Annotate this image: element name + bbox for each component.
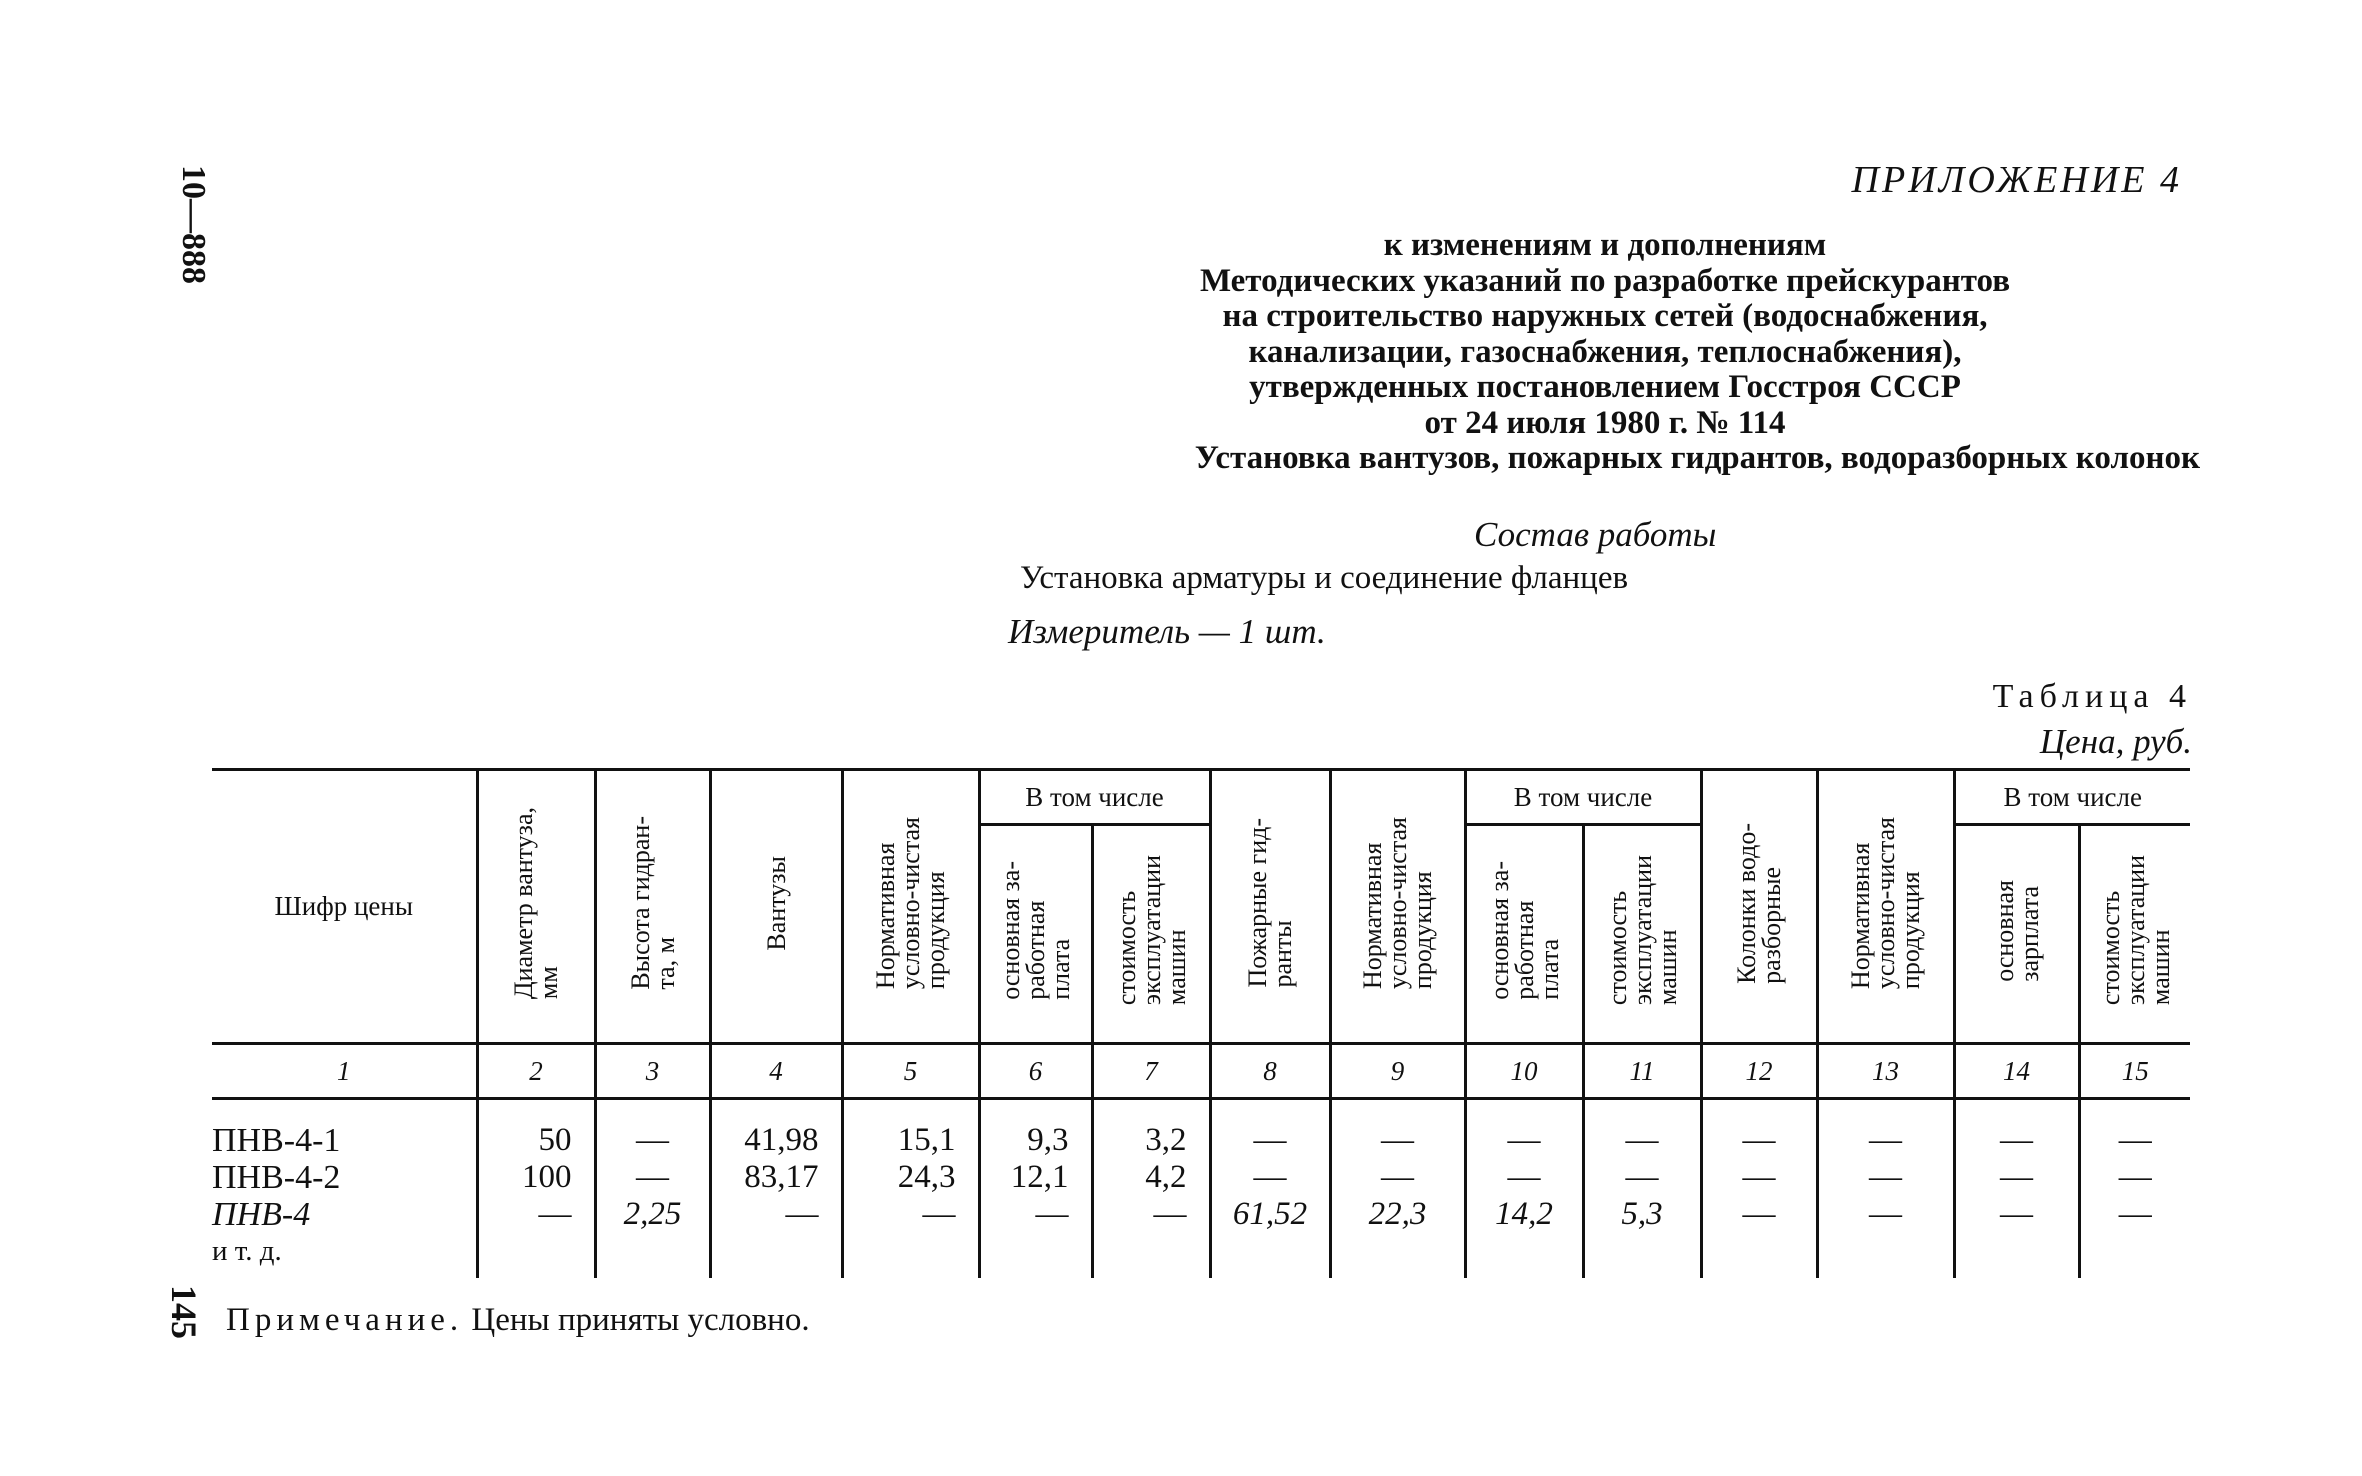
note-label: Примечание. (226, 1302, 464, 1338)
value-cell (595, 1233, 710, 1278)
column-number: 14 (1954, 1044, 2079, 1099)
currency-label: Цена, руб. (2039, 722, 2192, 761)
header-wage-1: основная за- работная плата (979, 825, 1092, 1044)
heading-line: канализации, газоснабжения, теплоснабжения), (1248, 333, 1962, 370)
value-cell: — (842, 1196, 979, 1233)
value-cell: — (979, 1196, 1092, 1233)
value-cell: 83,17 (710, 1159, 842, 1196)
table-row (212, 1196, 2190, 1233)
header-group-3: В том числе (1954, 771, 2190, 825)
value-cell: — (1583, 1099, 1701, 1160)
value-cell: 3,2 (1092, 1099, 1210, 1160)
table-row (212, 1159, 2190, 1196)
value-cell: — (710, 1196, 842, 1233)
value-cell (1817, 1233, 1954, 1278)
value-cell (477, 1233, 595, 1278)
value-cell: — (1701, 1159, 1817, 1196)
side-document-code: 10—888 (175, 165, 212, 284)
column-number: 2 (477, 1044, 595, 1099)
column-number: 9 (1330, 1044, 1465, 1099)
price-code-cell: ПНВ-4 (212, 1196, 311, 1233)
value-cell: 61,52 (1210, 1196, 1330, 1233)
price-table (212, 768, 2190, 1278)
heading-line: утвержденных постановлением Госстроя СССР (1249, 369, 1961, 405)
value-cell: — (1701, 1196, 1817, 1233)
value-cell: 5,3 (1583, 1196, 1701, 1233)
value-cell: — (477, 1196, 595, 1233)
column-number: 6 (979, 1044, 1092, 1099)
value-cell (1701, 1233, 1817, 1278)
value-cell: — (1092, 1196, 1210, 1233)
value-cell (1954, 1233, 2079, 1278)
column-number: 13 (1817, 1044, 1954, 1099)
value-cell: — (2079, 1159, 2190, 1196)
value-cell: — (1701, 1099, 1817, 1160)
value-cell: — (1330, 1159, 1465, 1196)
heading-line: на строительство наружных сетей (водоснабжения, (1222, 298, 1988, 334)
value-cell: — (1210, 1159, 1330, 1196)
column-number: 3 (595, 1044, 710, 1099)
table-row (212, 1233, 2190, 1278)
header-diameter: Диаметр вантуза, мм (477, 771, 595, 1044)
value-cell (1330, 1233, 1465, 1278)
header-wage-3: основная зарплата (1954, 825, 2079, 1044)
value-cell: 4,2 (1092, 1159, 1210, 1196)
header-machines-2: стоимость эксплуатации машин (1583, 825, 1701, 1044)
composition-title: Состав работы (1474, 515, 1717, 554)
value-cell: — (1817, 1099, 1954, 1160)
note-text: Цены приняты условно. (463, 1302, 810, 1338)
column-number: 15 (2079, 1044, 2190, 1099)
column-number: 8 (1210, 1044, 1330, 1099)
header-group-2: В том числе (1465, 771, 1701, 825)
heading-title: Установка вантузов, пожарных гидрантов, водоразборных колонок (1194, 440, 2200, 476)
value-cell (1583, 1233, 1701, 1278)
header-group-1: В том числе (979, 771, 1210, 825)
heading-line: к изменениям и дополнениям (1383, 227, 1827, 263)
header-normative-product-2: Нормативная условно-чистая продукция (1330, 771, 1465, 1044)
value-cell: — (1465, 1159, 1583, 1196)
page-number: 145 (164, 1285, 204, 1339)
value-cell (842, 1233, 979, 1278)
price-code-cell: ПНВ-4-1 (212, 1122, 341, 1159)
value-cell: — (2079, 1099, 2190, 1160)
header-hydrants: Пожарные гид- ранты (1210, 771, 1330, 1044)
value-cell: 24,3 (842, 1159, 979, 1196)
value-cell: 12,1 (979, 1159, 1092, 1196)
value-cell: — (1817, 1159, 1954, 1196)
heading-line: Методических указаний по разработке прейскурантов (1199, 262, 2011, 299)
value-cell (1092, 1233, 1210, 1278)
price-code-cell: ПНВ-4-2 (212, 1159, 341, 1196)
column-number: 10 (1465, 1044, 1583, 1099)
column-number: 12 (1701, 1044, 1817, 1099)
header-machines-3: стоимость эксплуатации машин (2079, 825, 2190, 1044)
value-cell: — (1954, 1159, 2079, 1196)
value-cell (2079, 1233, 2190, 1278)
value-cell: — (595, 1159, 710, 1196)
header-vantuz: Вантузы (710, 771, 842, 1044)
header-normative-product-1: Нормативная условно-чистая продукция (842, 771, 979, 1044)
column-number: 7 (1092, 1044, 1210, 1099)
value-cell: — (2079, 1196, 2190, 1233)
value-cell: — (1583, 1159, 1701, 1196)
appendix-label: ПРИЛОЖЕНИЕ 4 (1851, 159, 2182, 201)
value-cell: 41,98 (710, 1099, 842, 1160)
header-columns: Колонки водо- разборные (1701, 771, 1817, 1044)
header-code: Шифр цены (212, 771, 477, 1044)
value-cell: — (595, 1099, 710, 1160)
value-cell: 14,2 (1465, 1196, 1583, 1233)
header-machines-1: стоимость эксплуатации машин (1092, 825, 1210, 1044)
column-number: 5 (842, 1044, 979, 1099)
value-cell (1465, 1233, 1583, 1278)
table-number: Таблица 4 (1992, 678, 2192, 715)
work-description: Установка арматуры и соединение фланцев (1020, 560, 1629, 596)
value-cell (979, 1233, 1092, 1278)
table-row (212, 1099, 2190, 1160)
value-cell (710, 1233, 842, 1278)
value-cell: — (1210, 1099, 1330, 1160)
value-cell (1210, 1233, 1330, 1278)
value-cell: 100 (477, 1159, 595, 1196)
value-cell: — (1330, 1099, 1465, 1160)
value-cell: — (1817, 1196, 1954, 1233)
value-cell: — (1465, 1099, 1583, 1160)
value-cell: — (1954, 1099, 2079, 1160)
value-cell: — (1954, 1196, 2079, 1233)
value-cell: 50 (477, 1099, 595, 1160)
column-numbers-row (212, 1044, 2190, 1099)
value-cell: 9,3 (979, 1099, 1092, 1160)
value-cell: 2,25 (595, 1196, 710, 1233)
column-number: 4 (710, 1044, 842, 1099)
price-code-cell: и т. д. (212, 1235, 282, 1267)
value-cell: 15,1 (842, 1099, 979, 1160)
header-hydrant-height: Высота гидран- та, м (595, 771, 710, 1044)
measure-unit: Измеритель — 1 шт. (1008, 612, 1326, 651)
value-cell: 22,3 (1330, 1196, 1465, 1233)
heading-line: от 24 июля 1980 г. № 114 (1424, 404, 1786, 441)
document-heading (1010, 228, 2200, 477)
header-normative-product-3: Нормативная условно-чистая продукция (1817, 771, 1954, 1044)
header-wage-2: основная за- работная плата (1465, 825, 1583, 1044)
column-number: 11 (1583, 1044, 1701, 1099)
table-note (226, 1302, 810, 1339)
column-number: 1 (212, 1044, 477, 1099)
